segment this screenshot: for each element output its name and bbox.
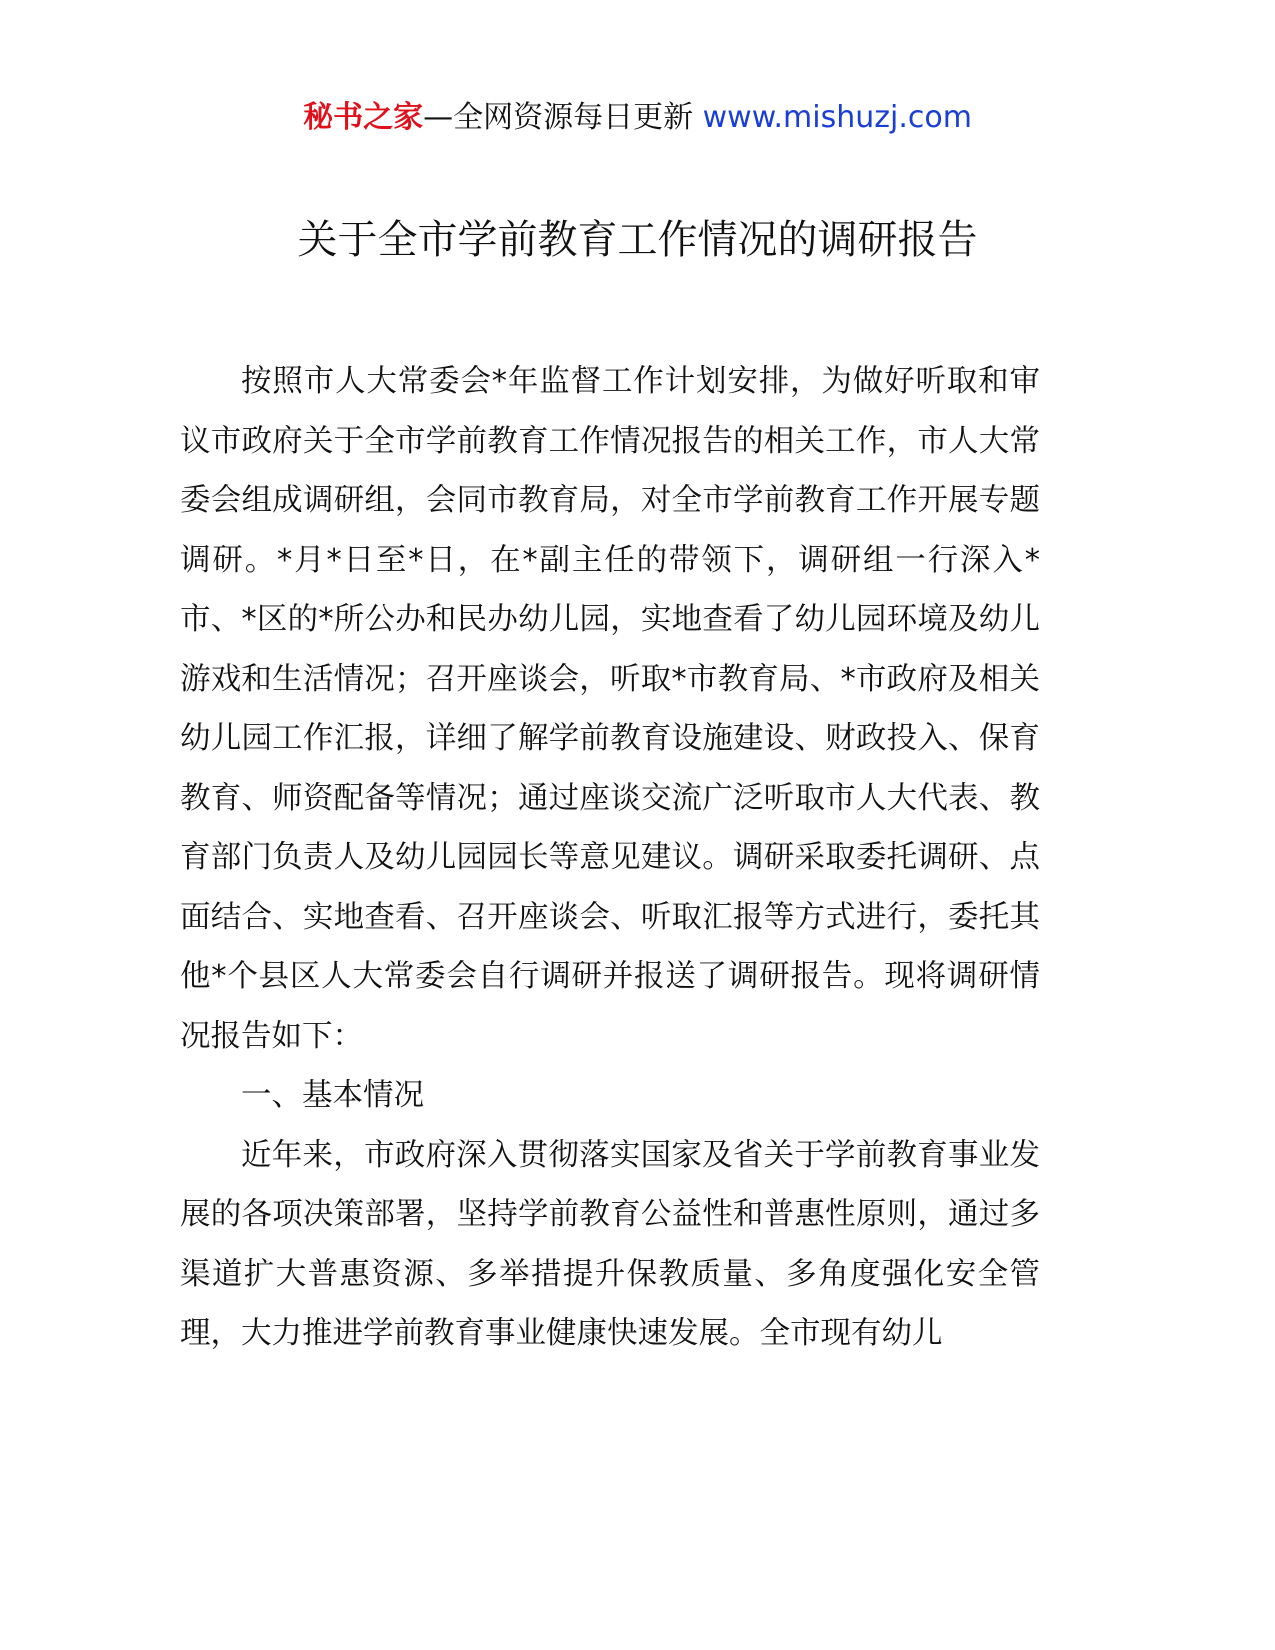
body-paragraph: 近年来，市政府深入贯彻落实国家及省关于学前教育事业发展的各项决策部署，坚持学前教育公益性和普惠性原则，通过多渠道扩大普惠资源、多举措提升保教质量、多角度强化安全管理，大力推进学前教育事业健康快速发展。全市现有幼儿 xyxy=(180,1137,1040,1351)
document-title: 关于全市学前教育工作情况的调研报告 xyxy=(297,217,978,263)
brand-name: 秘书之家 xyxy=(303,100,424,135)
section-heading: 一、基本情况 xyxy=(241,1078,424,1113)
document-body xyxy=(180,352,1040,1364)
site-header xyxy=(0,98,1275,138)
body-paragraph: 按照市人大常委会*年监督工作计划安排，为做好听取和审议市政府关于全市学前教育工作情况报告的相关工作，市人大常委会组成调研组，会同市教育局，对全市学前教育工作开展专题调研。*月*日至*日，在*副主任的带领下，调研组一行深入*市、*区的*所公办和民办幼儿园，实地查看了幼儿园环境及幼儿游戏和生活情况；召开座谈会，听取*市教育局、*市政府及相关幼儿园工作汇报，详细了解学前教育设施建设、财政投入、保育教育、师资配备等情况；通过座谈交流广泛听取市人大代表、教育部门负责人及幼儿园园长等意见建议。调研采取委托调研、点面结合、实地查看、召开座谈会、听取汇报等方式进行，委托其他*个县区人大常委会自行调研并报送了调研报告。现将调研情况报告如下： xyxy=(180,364,1040,1054)
site-url-link[interactable]: www.mishuzj.com xyxy=(702,100,972,135)
header-tagline: —全网资源每日更新 xyxy=(423,100,694,135)
